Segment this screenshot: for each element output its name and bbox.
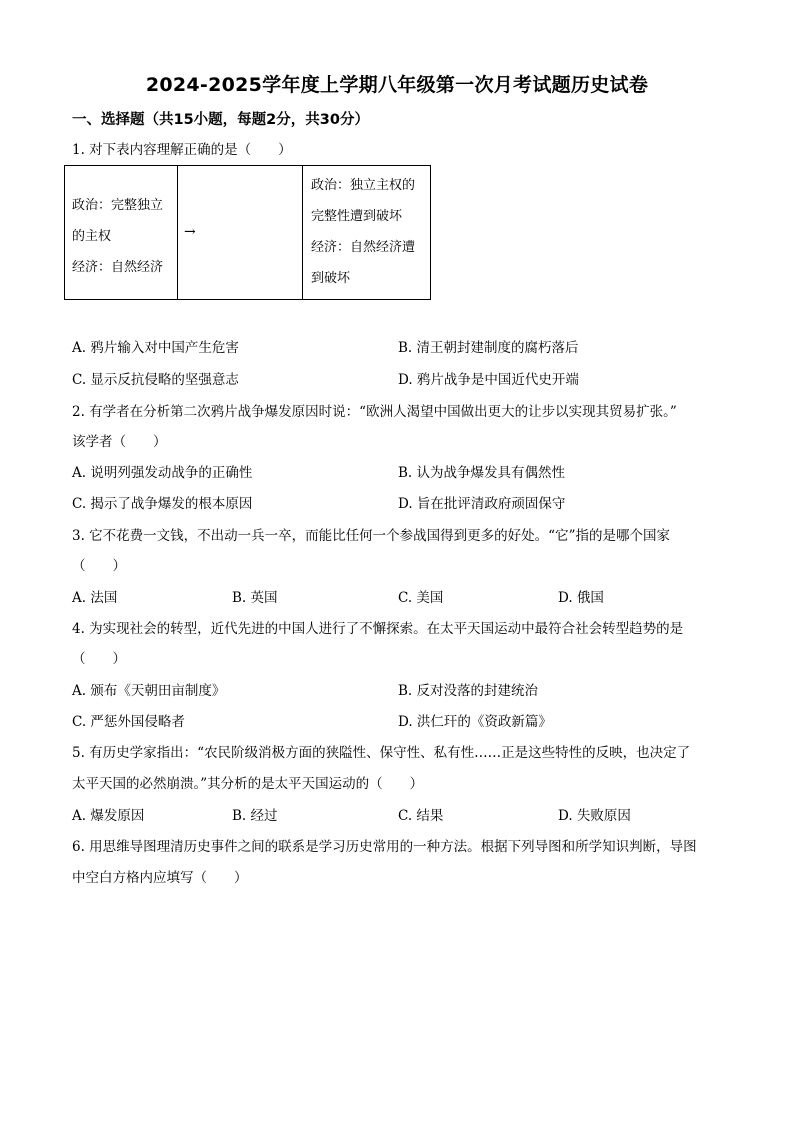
question-3-option-a[interactable]: A. 法国	[72, 590, 118, 606]
question-4-option-c[interactable]: C. 严惩外国侵略者	[72, 714, 185, 730]
question-2-option-b[interactable]: B. 认为战争爆发具有偶然性	[398, 465, 566, 481]
question-5-stem-cont: 太平天国的必然崩溃。”其分析的是太平天国运动的（ ）	[72, 776, 424, 792]
question-3-option-c[interactable]: C. 美国	[398, 590, 444, 606]
question-2-option-d[interactable]: D. 旨在批评清政府顽固保守	[398, 496, 566, 512]
question-4-option-d[interactable]: D. 洪仁玕的《资政新篇》	[398, 714, 552, 730]
question-3-stem-cont: （ ）	[72, 558, 126, 574]
question-3-option-b[interactable]: B. 英国	[232, 590, 278, 606]
table-cell-before: 政治：完整独立 的主权 经济：自然经济	[65, 166, 178, 299]
question-4-stem-cont: （ ）	[72, 651, 126, 667]
question-5-stem: 5. 有历史学家指出：“农民阶级消极方面的狭隘性、保守性、私有性……正是这些特性的反映，也决定了	[72, 745, 691, 761]
question-1-option-b[interactable]: B. 清王朝封建制度的腐朽落后	[398, 340, 579, 356]
table-cell-arrow	[178, 166, 303, 299]
question-1-option-d[interactable]: D. 鸦片战争是中国近代史开端	[398, 372, 579, 388]
question-1-table	[64, 165, 431, 300]
exam-title: 2024-2025学年度上学期八年级第一次月考试题历史试卷	[145, 74, 649, 96]
question-4-option-a[interactable]: A. 颁布《天朝田亩制度》	[72, 683, 226, 699]
question-2-stem-cont: 该学者（ ）	[72, 434, 167, 450]
section-heading: 一、选择题（共15小题，每题2分，共30分）	[72, 112, 369, 128]
question-1-option-a[interactable]: A. 鸦片输入对中国产生危害	[72, 340, 239, 356]
question-5-option-b[interactable]: B. 经过	[232, 808, 278, 824]
question-3-stem: 3. 它不花费一文钱，不出动一兵一卒，而能比任何一个参战国得到更多的好处。“它”指的是哪个国家	[72, 528, 670, 544]
question-2-option-c[interactable]: C. 揭示了战争爆发的根本原因	[72, 496, 253, 512]
question-5-option-d[interactable]: D. 失败原因	[558, 808, 631, 824]
question-1-option-c[interactable]: C. 显示反抗侵略的坚强意志	[72, 372, 239, 388]
question-6-stem: 6. 用思维导图理清历史事件之间的联系是学习历史常用的一种方法。根据下列导图和所学知识判断，导图	[72, 839, 697, 855]
question-5-option-c[interactable]: C. 结果	[398, 808, 444, 824]
question-2-stem: 2. 有学者在分析第二次鸦片战争爆发原因时说：“欧洲人渴望中国做出更大的让步以实现其贸易扩张。”	[72, 404, 677, 420]
question-2-option-a[interactable]: A. 说明列强发动战争的正确性	[72, 465, 253, 481]
question-4-stem: 4. 为实现社会的转型，近代先进的中国人进行了不懈探索。在太平天国运动中最符合社会转型趋势的是	[72, 621, 684, 637]
question-4-option-b[interactable]: B. 反对没落的封建统治	[398, 683, 539, 699]
question-6-stem-cont: 中空白方格内应填写（ ）	[72, 870, 248, 886]
question-3-option-d[interactable]: D. 俄国	[558, 590, 604, 606]
question-5-option-a[interactable]: A. 爆发原因	[72, 808, 145, 824]
right-arrow-icon: →	[184, 224, 196, 240]
question-1-stem: 1. 对下表内容理解正确的是（ ）	[72, 142, 292, 158]
table-cell-after: 政治：独立主权的 完整性遭到破坏 经济：自然经济遭 到破坏	[311, 178, 416, 286]
